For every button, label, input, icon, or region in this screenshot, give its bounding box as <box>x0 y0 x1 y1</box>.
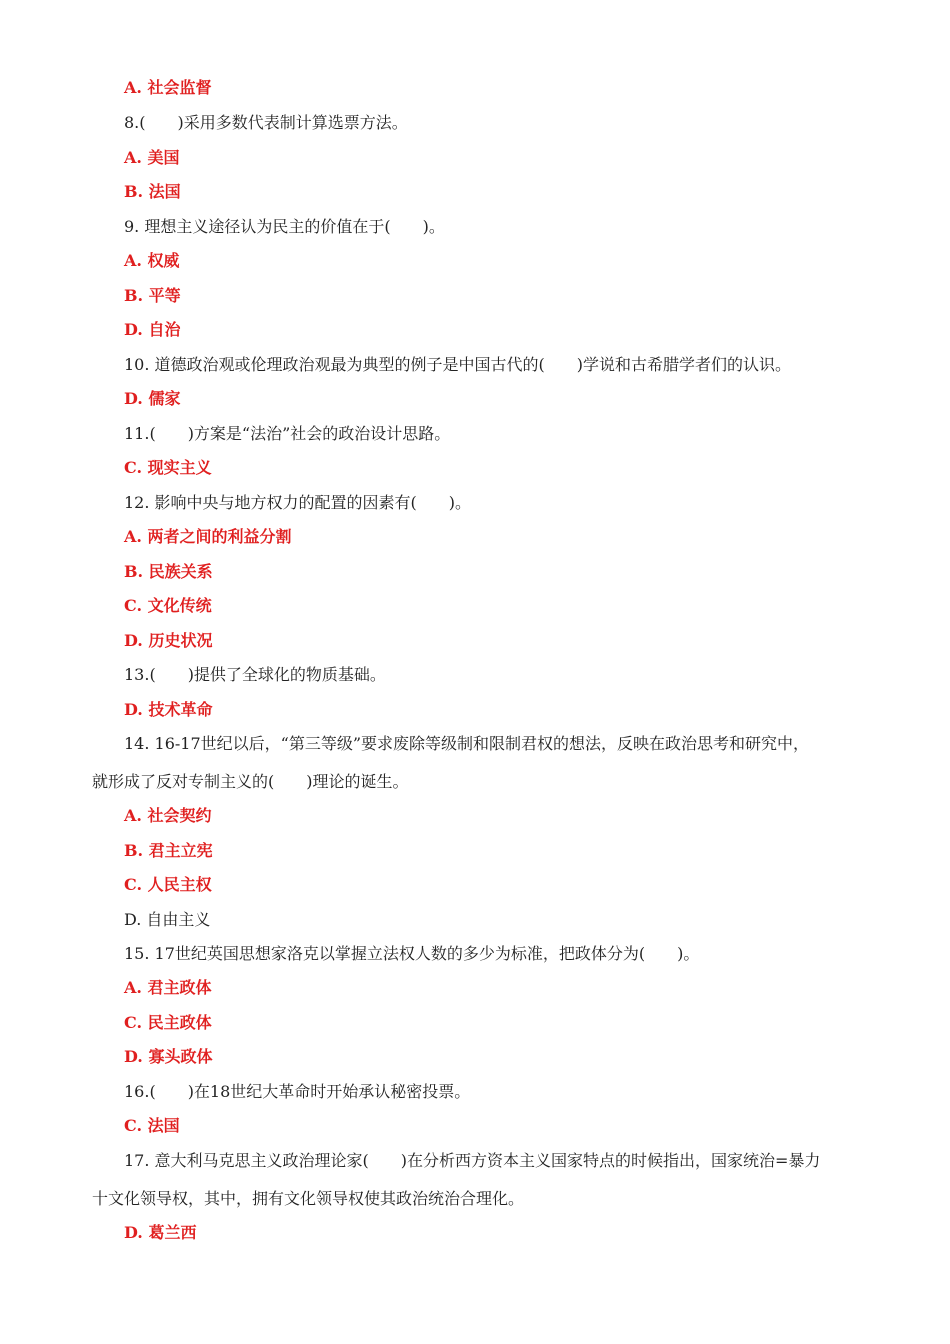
answer-option: D. 寡头政体 <box>124 1047 213 1066</box>
answer-option: D. 自治 <box>124 320 181 339</box>
answer-option: B. 君主立宪 <box>124 841 213 860</box>
answer-option: C. 民主政体 <box>124 1013 212 1032</box>
question-text: 12. 影响中央与地方权力的配置的因素有( )。 <box>124 493 472 512</box>
answer-option: B. 平等 <box>124 286 181 305</box>
question-text: 8.( )采用多数代表制计算选票方法。 <box>124 113 408 132</box>
answer-option: D. 儒家 <box>124 389 181 408</box>
question-text: 14. 16-17世纪以后，“第三等级”要求废除等级制和限制君权的想法，反映在政治思考和研究中， <box>124 734 810 753</box>
answer-option: A. 社会监督 <box>124 78 212 97</box>
question-text: 17. 意大利马克思主义政治理论家( )在分析西方资本主义国家特点的时候指出，国家统治=暴力 <box>124 1151 821 1170</box>
answer-option: A. 美国 <box>124 148 180 167</box>
answer-option: C. 人民主权 <box>124 875 212 894</box>
answer-option: B. 法国 <box>124 182 181 201</box>
answer-option: C. 现实主义 <box>124 458 212 477</box>
answer-option: C. 文化传统 <box>124 596 212 615</box>
answer-option: D. 历史状况 <box>124 631 213 650</box>
question-text: 9. 理想主义途径认为民主的价值在于( )。 <box>124 217 445 236</box>
question-text: 11.( )方案是“法治”社会的政治设计思路。 <box>124 424 451 443</box>
answer-option: D. 葛兰西 <box>124 1223 197 1242</box>
answer-option: A. 社会契约 <box>124 806 212 825</box>
question-text: 15. 17世纪英国思想家洛克以掌握立法权人数的多少为标准，把政体分为( )。 <box>124 944 700 963</box>
answer-option: A. 君主政体 <box>124 978 212 997</box>
answer-option: B. 民族关系 <box>124 562 213 581</box>
question-text: 就形成了反对专制主义的( )理论的诞生。 <box>92 772 409 791</box>
question-text: 16.( )在18世纪大革命时开始承认秘密投票。 <box>124 1082 471 1101</box>
question-text: 十文化领导权，其中，拥有文化领导权使其政治统治合理化。 <box>92 1189 525 1208</box>
answer-option: A. 权威 <box>124 251 180 270</box>
question-text: 13.( )提供了全球化的物质基础。 <box>124 665 386 684</box>
answer-option: A. 两者之间的利益分割 <box>124 527 292 546</box>
answer-option: D. 技术革命 <box>124 700 213 719</box>
answer-option: C. 法国 <box>124 1116 180 1135</box>
question-text: 10. 道德政治观或伦理政治观最为典型的例子是中国古代的( )学说和古希腊学者们的认识。 <box>124 355 792 374</box>
option-text: D. 自由主义 <box>124 910 211 929</box>
